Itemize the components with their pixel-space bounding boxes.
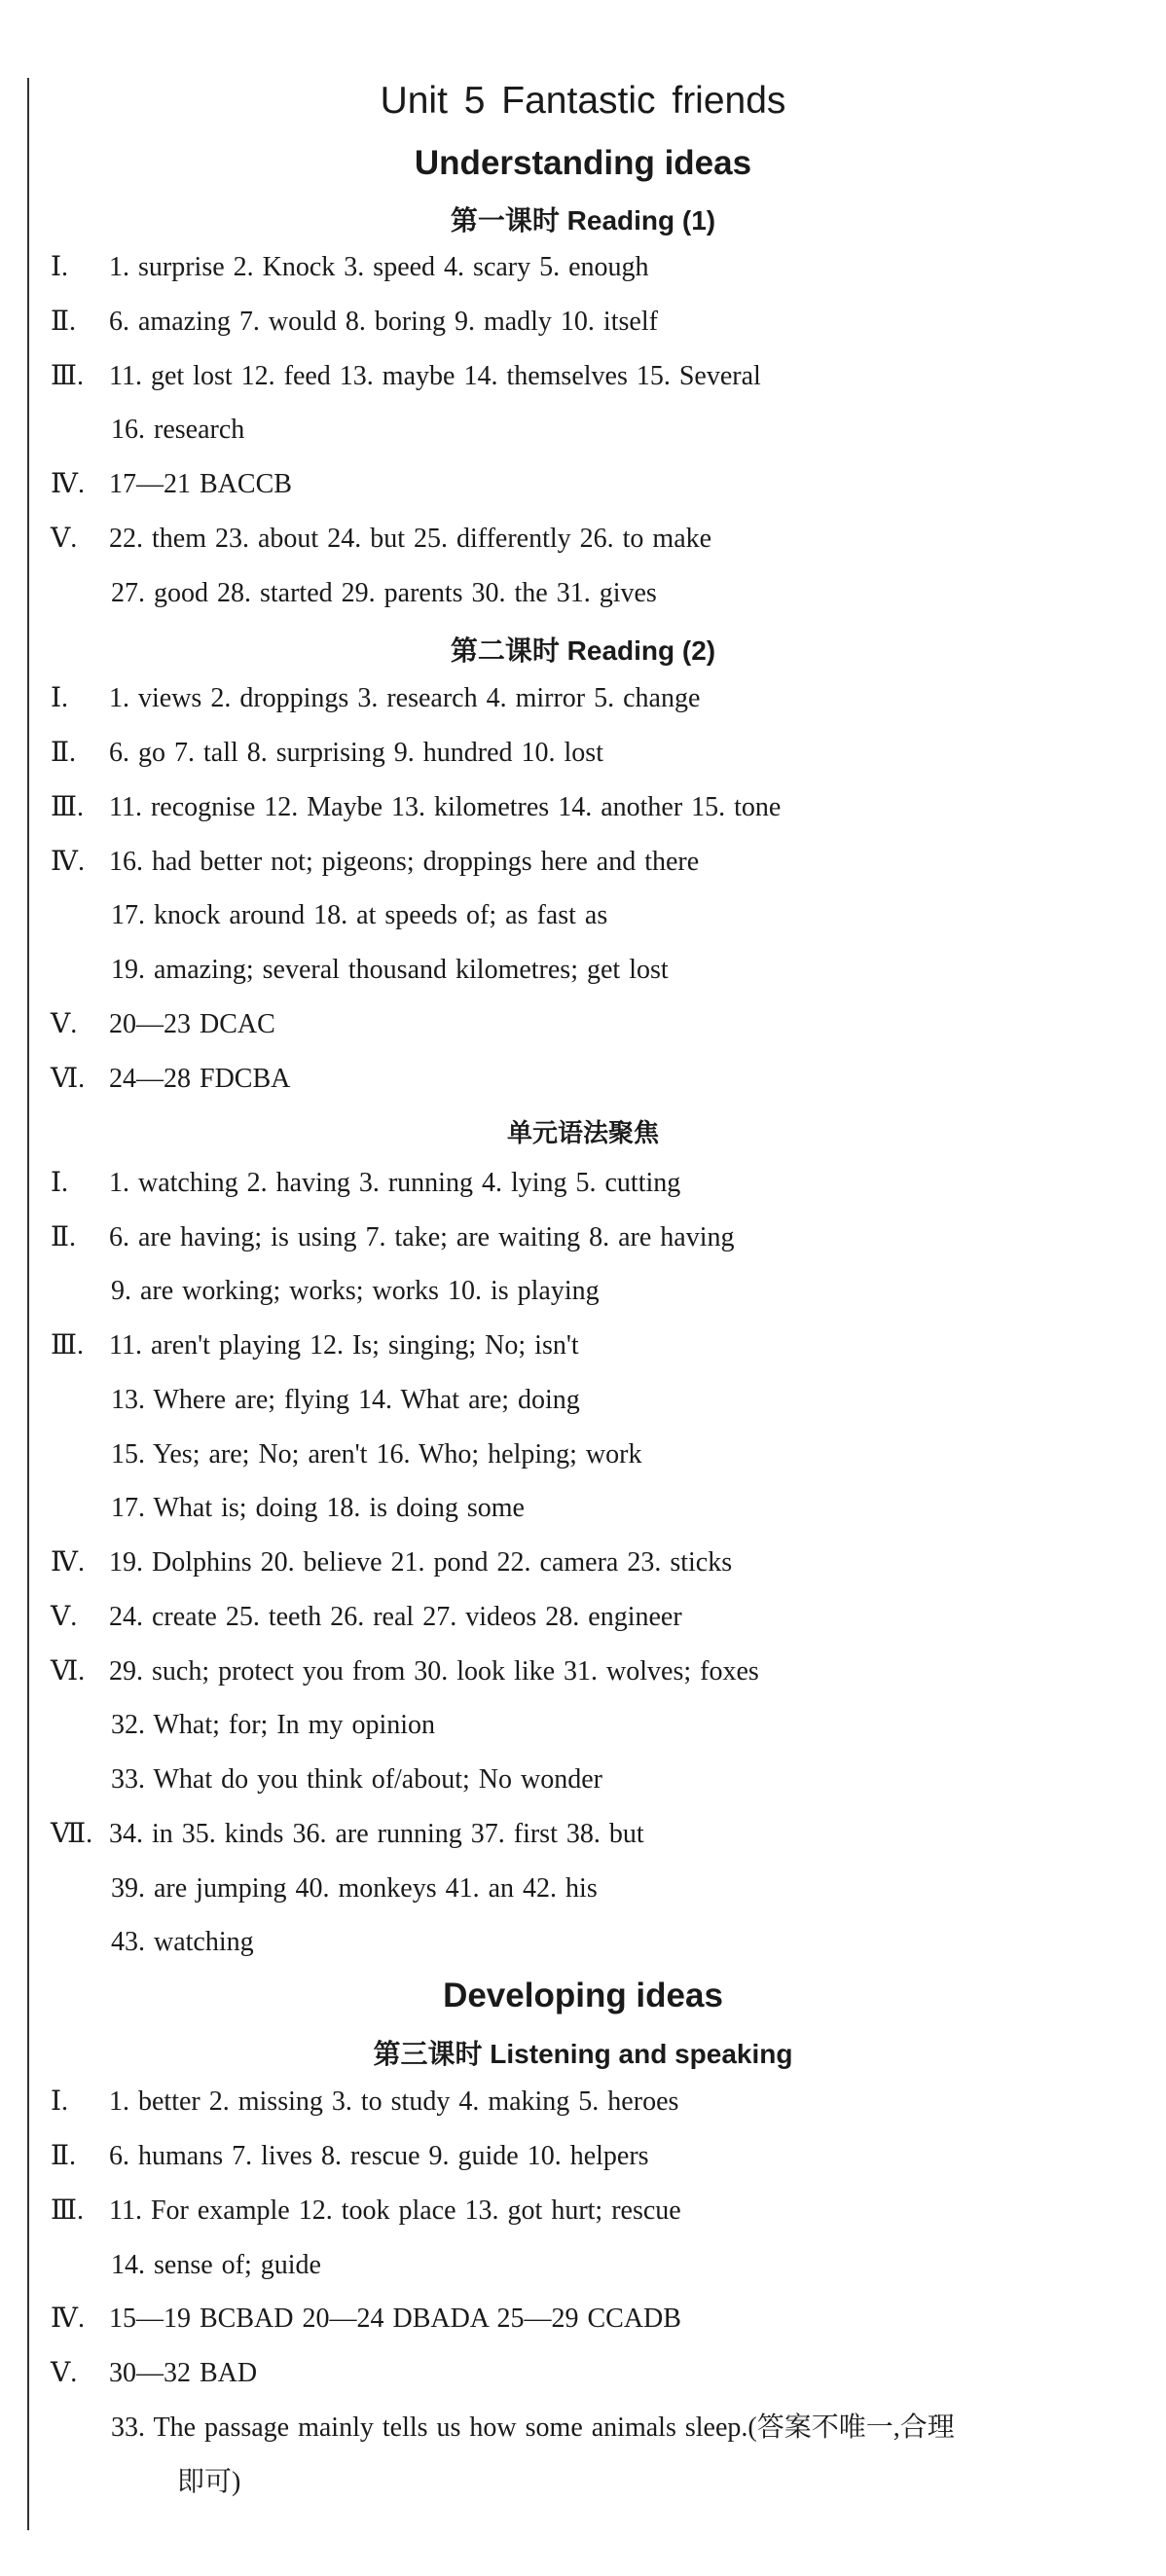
answer-line: [51, 2354, 257, 2393]
section-numeral: Ⅱ.: [51, 1222, 77, 1252]
answer-text: 30—32 BAD: [109, 2358, 258, 2388]
section-title-understanding: Understanding ideas: [414, 144, 752, 182]
answer-line: [111, 2409, 955, 2448]
answer-text: 6. go 7. tall 8. surprising 9. hundred 10. lost: [109, 738, 603, 768]
lesson-title-reading-2: 第二课时 Reading (2): [450, 635, 716, 666]
answer-text: 9. are working; works; works 10. is playing: [111, 1276, 600, 1306]
section-numeral: Ⅵ.: [51, 1656, 86, 1687]
answer-text: 即可): [177, 2467, 241, 2497]
answer-line: [51, 1543, 732, 1582]
answer-line: [111, 574, 657, 613]
answer-text: 11. get lost 12. feed 13. maybe 14. themselves 15. Several: [109, 361, 761, 391]
section-numeral: Ⅴ.: [51, 1602, 78, 1632]
section-numeral: Ⅲ.: [51, 792, 85, 822]
answer-text: 39. are jumping 40. monkeys 41. an 42. his: [111, 1873, 598, 1904]
section-numeral: Ⅲ.: [51, 361, 85, 391]
answer-text: 11. For example 12. took place 13. got hurt; rescue: [109, 2195, 681, 2226]
answer-line: [111, 1706, 435, 1745]
section-numeral: Ⅵ.: [51, 1064, 86, 1094]
section-numeral: Ⅴ.: [51, 2358, 78, 2388]
lesson-title-listening-speaking: 第三课时 Listening and speaking: [373, 2039, 793, 2069]
answer-text: 16. had better not; pigeons; droppings here and there: [109, 847, 700, 877]
section-numeral: Ⅳ.: [51, 469, 85, 499]
section-numeral: Ⅲ.: [51, 1330, 85, 1361]
lesson-title-grammar: 单元语法聚焦: [506, 1118, 659, 1147]
answer-text: 11. recognise 12. Maybe 13. kilometres 14. another 15. tone: [109, 792, 782, 822]
answer-line: [51, 520, 711, 559]
section-numeral: Ⅰ.: [51, 1168, 69, 1198]
answer-line: [51, 1652, 759, 1691]
answer-text: 11. aren't playing 12. Is; singing; No; isn't: [109, 1330, 579, 1361]
section-numeral: Ⅳ.: [51, 847, 85, 877]
answer-line: [51, 1218, 734, 1257]
answer-line: [111, 1923, 254, 1962]
answer-line: [51, 2300, 681, 2339]
answer-text: 19. amazing; several thousand kilometres; get lost: [111, 955, 669, 985]
answer-line: [51, 248, 649, 287]
answer-text: 6. are having; is using 7. take; are waiting 8. are having: [109, 1222, 735, 1252]
answer-line: [51, 1815, 644, 1854]
answer-line: [51, 303, 658, 342]
section-numeral: Ⅱ.: [51, 738, 77, 768]
left-margin-rule: [27, 78, 29, 2530]
answer-line: [51, 2192, 681, 2231]
answer-line: [111, 1489, 525, 1528]
section-numeral: Ⅳ.: [51, 2304, 85, 2334]
section-title-developing: Developing ideas: [443, 1977, 723, 2014]
answer-line: [51, 465, 292, 504]
answer-text: 6. humans 7. lives 8. rescue 9. guide 10. helpers: [109, 2141, 649, 2171]
answer-line: [51, 2137, 649, 2176]
section-numeral: Ⅱ.: [51, 2141, 77, 2171]
answer-text: 32. What; for; In my opinion: [111, 1710, 435, 1740]
answer-line: [51, 788, 781, 827]
answer-text: 13. Where are; flying 14. What are; doing: [111, 1385, 580, 1415]
answer-line: [51, 1164, 680, 1203]
answer-line: [51, 734, 603, 773]
section-numeral: Ⅱ.: [51, 307, 77, 337]
answer-text: 1. surprise 2. Knock 3. speed 4. scary 5. enough: [109, 252, 649, 282]
answer-line: [111, 1869, 598, 1908]
answer-line: [51, 1005, 275, 1044]
section-numeral: Ⅲ.: [51, 2195, 85, 2226]
answer-text: 33. The passage mainly tells us how some animals sleep.(答案不唯一,合理: [111, 2413, 955, 2443]
answer-line: [111, 1272, 600, 1311]
answer-line: [111, 411, 244, 450]
answer-text: 20—23 DCAC: [109, 1009, 275, 1039]
section-numeral: Ⅰ.: [51, 252, 69, 282]
answer-text: 19. Dolphins 20. believe 21. pond 22. camera 23. sticks: [109, 1547, 733, 1578]
section-numeral: Ⅳ.: [51, 1547, 85, 1578]
section-numeral: Ⅴ.: [51, 524, 78, 554]
answer-text: 17—21 BACCB: [109, 469, 292, 499]
answer-line: [177, 2463, 240, 2502]
answer-line: [111, 2246, 321, 2285]
answer-text: 6. amazing 7. would 8. boring 9. madly 10. itself: [109, 307, 658, 337]
answer-text: 1. better 2. missing 3. to study 4. making 5. heroes: [109, 2086, 679, 2117]
answer-text: 43. watching: [111, 1927, 254, 1957]
section-numeral: Ⅰ.: [51, 683, 69, 713]
answer-text: 16. research: [111, 415, 245, 445]
answer-line: [111, 896, 607, 935]
answer-text: 14. sense of; guide: [111, 2250, 321, 2280]
answer-line: [51, 843, 699, 882]
section-numeral: Ⅴ.: [51, 1009, 78, 1039]
answer-text: 15. Yes; are; No; aren't 16. Who; helping; work: [111, 1439, 642, 1469]
answer-line: [51, 1060, 290, 1099]
answer-line: [51, 1326, 579, 1365]
answer-text: 17. knock around 18. at speeds of; as fast as: [111, 900, 608, 930]
answer-text: 1. watching 2. having 3. running 4. lying 5. cutting: [109, 1168, 681, 1198]
answer-text: 15—19 BCBAD 20—24 DBADA 25—29 CCADB: [109, 2304, 681, 2334]
answer-text: 27. good 28. started 29. parents 30. the 31. gives: [111, 578, 657, 608]
answer-line: [111, 951, 669, 990]
answer-line: [51, 2083, 678, 2122]
unit-title: Unit 5 Fantastic friends: [380, 80, 786, 122]
answer-text: 34. in 35. kinds 36. are running 37. first 38. but: [109, 1819, 644, 1849]
answer-text: 33. What do you think of/about; No wonder: [111, 1764, 602, 1795]
lesson-title-reading-1: 第一课时 Reading (1): [450, 205, 716, 236]
answer-line: [111, 1760, 602, 1799]
answer-text: 24—28 FDCBA: [109, 1064, 291, 1094]
answer-line: [111, 1435, 641, 1474]
answer-text: 1. views 2. droppings 3. research 4. mirror 5. change: [109, 683, 701, 713]
section-numeral: Ⅶ.: [51, 1819, 93, 1849]
answer-text: 29. such; protect you from 30. look like 31. wolves; foxes: [109, 1656, 759, 1687]
answer-line: [51, 679, 700, 718]
answer-text: 24. create 25. teeth 26. real 27. videos 28. engineer: [109, 1602, 682, 1632]
answer-text: 22. them 23. about 24. but 25. differently 26. to make: [109, 524, 712, 554]
section-numeral: Ⅰ.: [51, 2086, 69, 2117]
answer-line: [51, 357, 761, 396]
answer-line: [111, 1381, 580, 1420]
answer-line: [51, 1598, 682, 1637]
answer-text: 17. What is; doing 18. is doing some: [111, 1493, 525, 1523]
